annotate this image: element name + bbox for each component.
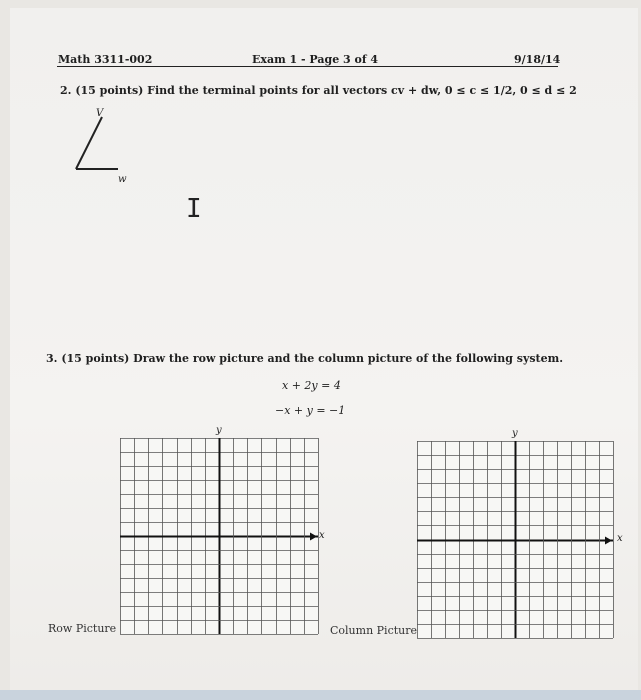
column-y-axis-label: y: [512, 428, 518, 439]
exam-date: 9/18/14: [514, 53, 561, 66]
column-picture-label: Column Picture: [330, 624, 418, 637]
equation-2: −x + y = −1: [275, 404, 346, 417]
exam-page-label: Exam 1 - Page 3 of 4: [252, 53, 379, 66]
row-picture-grid[interactable]: [120, 438, 320, 636]
problem-2-text: 2. (15 points) Find the terminal points for all vectors cv + dw, 0 ≤ c ≤ 1/2, 0 ≤ d ≤ 2: [60, 84, 577, 97]
header-rule: [57, 66, 558, 67]
text-cursor-icon: I: [186, 194, 202, 224]
bottom-strip: [0, 690, 641, 700]
equation-1: x + 2y = 4: [282, 379, 341, 392]
row-x-axis-label: x: [319, 530, 325, 541]
vector-v-line: [76, 117, 102, 169]
vector-v-label: V: [96, 108, 104, 119]
column-x-axis-label: x: [617, 533, 623, 544]
column-picture-grid[interactable]: [417, 441, 615, 640]
problem-3-text: 3. (15 points) Draw the row picture and the column picture of the following system.: [46, 352, 564, 365]
row-picture-label: Row Picture: [48, 622, 117, 635]
row-y-axis-label: y: [216, 425, 222, 436]
vector-w-label: w: [118, 174, 127, 185]
course-title: Math 3311-002: [58, 53, 153, 66]
vector-diagram: [70, 105, 140, 190]
